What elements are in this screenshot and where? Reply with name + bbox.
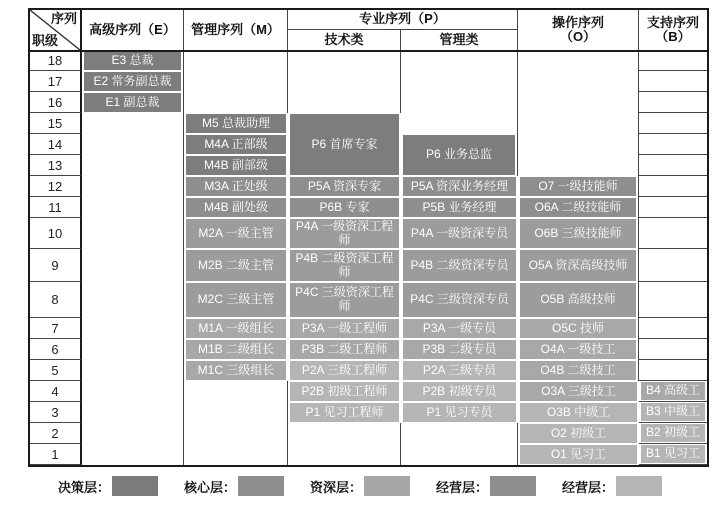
grade-cell-container [518,444,639,465]
grade-cell-container [184,249,288,282]
grade-cell-o3b: O3B 中级工 [520,403,637,422]
grade-cell-o4b: O4B 二级技工 [520,361,636,380]
grade-cell-container [401,381,518,402]
grade-cell-e3: E3 总裁 [84,51,181,70]
empty-cell [518,71,639,92]
grade-cell-o7: O7 一级技能师 [520,177,636,196]
grade-cell-container [288,339,401,360]
empty-cell [288,444,401,465]
empty-cell [401,71,518,92]
grade-cell-container [518,318,639,339]
grade-cell-container [401,218,518,249]
empty-cell [639,197,707,218]
grade-cell-m4b: M4B 副处级 [186,198,286,217]
level-cell-16: 16 [30,92,82,113]
level-cell-8: 8 [30,282,82,318]
level-cell-5: 5 [30,360,82,381]
grade-cell-o6a: O6A 二级技能师 [520,198,636,217]
grade-cell-container [288,249,401,282]
grade-cell-container [401,402,518,423]
legend-item-2 [310,476,410,496]
corner-label-level: 职级 [32,32,59,48]
legend-label: 核心层： [183,479,236,495]
empty-cell [82,282,184,318]
empty-cell [401,423,518,444]
grade-cell-p3b: P3B 二级专员 [403,340,516,359]
grade-cell-container [288,360,401,381]
grade-cell-o5a: O5A 资深高级技师 [520,250,636,281]
empty-cell [82,134,184,155]
grade-cell-container [184,360,288,381]
grade-cell-p4a: P4A 一级资深专员 [403,219,516,248]
grade-cell-m2b: M2B 二级主管 [186,250,286,281]
grade-cell-p6: P6 首席专家 [290,114,399,175]
empty-cell [639,134,707,155]
empty-cell [639,249,707,282]
empty-cell [518,134,639,155]
grade-cell-p4b: P4B 二级资深专员 [403,250,516,281]
empty-cell [82,381,184,402]
grade-cell-p3a: P3A 一级专员 [403,319,516,338]
grade-cell-container [518,339,639,360]
legend-swatch [364,476,410,496]
grade-cell-container [518,360,639,381]
legend-swatch [112,476,158,496]
grade-cell-m1c: M1C 三级组长 [186,361,286,380]
grade-cell-p5b: P5B 业务经理 [403,198,516,217]
header-support-sequence: 支持序列 （B） [646,14,699,44]
corner-label-sequence: 序列 [50,11,77,26]
grade-cell-container [288,282,401,318]
header-mgmt-class: 管理类 [401,30,518,50]
header-tech-class: 技术类 [288,30,401,50]
grade-cell-container [184,197,288,218]
grade-cell-container [401,360,518,381]
grade-cell-container [184,176,288,197]
grade-cell-o1: O1 见习工 [520,445,637,464]
empty-cell [82,155,184,176]
empty-cell [82,176,184,197]
empty-cell [184,402,288,423]
header-bottom-rule [30,50,707,52]
grade-cell-container [288,197,401,218]
grade-cell-container [288,381,401,402]
legend-item-3 [436,476,536,496]
grade-cell-o3a: O3A 三级技工 [520,382,637,401]
empty-cell [639,155,707,176]
level-cell-10: 10 [30,218,82,249]
legend-swatch [616,476,662,496]
grade-cell-container [288,318,401,339]
grade-cell-m2a: M2A 一级主管 [186,219,286,248]
grade-cell-container [288,176,401,197]
grade-cell-b3: B3 中级工 [641,403,705,421]
level-cell-14: 14 [30,134,82,155]
grade-cell-m1b: M1B 二级组长 [186,340,286,359]
grade-cell-p4c: P4C 三级资深工程师 [290,283,399,317]
empty-cell [82,444,184,465]
grade-cell-e1: E1 副总裁 [84,93,181,112]
grade-cell-p2b: P2B 初级专员 [403,382,516,401]
grade-cell-container [639,423,707,444]
header-professional-sequence: 专业序列（P） [288,10,518,30]
level-cell-6: 6 [30,339,82,360]
grade-cell-p1: P1 见习专员 [403,403,516,422]
grade-cell-p1: P1 见习工程师 [290,403,399,422]
legend-label: 经营层： [562,479,615,495]
header-corner [30,10,82,50]
level-cell-4: 4 [30,381,82,402]
empty-cell [82,402,184,423]
empty-cell [82,360,184,381]
empty-cell [288,423,401,444]
empty-cell [184,381,288,402]
grade-cell-container [401,282,518,318]
grade-cell-e2: E2 常务副总裁 [84,72,181,91]
grade-cell-o6b: O6B 三级技能师 [520,219,636,248]
empty-cell [639,360,707,381]
grade-cell-container [518,282,639,318]
header-operation-sequence: 操作序列 （O） [518,10,639,50]
empty-cell [639,218,707,249]
grade-cell-container [184,218,288,249]
empty-cell [184,92,288,113]
grade-cell-container [518,176,639,197]
empty-cell [82,339,184,360]
grade-cell-container [184,155,288,176]
grade-cell-container [518,381,639,402]
grade-cell-container [82,92,184,113]
level-cell-7: 7 [30,318,82,339]
grade-cell-container [288,218,401,249]
grade-cell-m1a: M1A 一级组长 [186,319,286,338]
level-cell-9: 9 [30,249,82,282]
grade-cell-p4b: P4B 二级资深工程师 [290,250,399,281]
grade-cell-p5a: P5A 资深专家 [290,177,399,196]
empty-cell [518,113,639,134]
grade-cell-container [518,218,639,249]
empty-cell [184,71,288,92]
empty-cell [639,339,707,360]
legend [0,476,720,496]
empty-cell [401,444,518,465]
empty-cell [401,50,518,71]
grade-cell-p4c: P4C 三级资深专员 [403,283,516,317]
legend-item-1 [184,476,284,496]
grade-cell-p6b: P6B 专家 [290,198,399,217]
level-cell-3: 3 [30,402,82,423]
grade-cell-container [184,339,288,360]
empty-cell [639,92,707,113]
grade-cell-container [639,444,707,465]
grade-cell-container [288,113,401,176]
empty-cell [82,113,184,134]
empty-cell [639,71,707,92]
legend-label: 决策层： [57,479,110,495]
grade-cell-m4a: M4A 正部级 [186,135,286,154]
grade-cell-m5: M5 总裁助理 [186,114,286,133]
empty-cell [401,113,518,134]
legend-item-0 [58,476,158,496]
grade-cell-container [401,197,518,218]
grade-cell-p3b: P3B 二级工程师 [290,340,399,359]
empty-cell [288,50,401,71]
grade-cell-container [639,381,707,402]
grade-cell-m3a: M3A 正处级 [186,177,286,196]
empty-cell [82,197,184,218]
empty-cell [518,92,639,113]
empty-cell [639,318,707,339]
grade-cell-container [184,113,288,134]
grade-cell-m4b: M4B 副部级 [186,156,286,175]
empty-cell [639,282,707,318]
grade-cell-container [82,71,184,92]
empty-cell [184,444,288,465]
legend-swatch [490,476,536,496]
legend-label: 资深层： [309,479,362,495]
empty-cell [82,318,184,339]
grade-cell-b4: B4 高级工 [641,382,705,400]
empty-cell [184,50,288,71]
grade-cell-b2: B2 初级工 [641,424,705,442]
grade-cell-container [184,134,288,155]
grade-cell-container [288,402,401,423]
grade-cell-container [401,318,518,339]
grade-cell-p2a: P2A 三级工程师 [290,361,399,380]
grade-cell-o5c: O5C 技师 [520,319,636,338]
empty-cell [639,50,707,71]
level-cell-18: 18 [30,50,82,71]
level-cell-17: 17 [30,71,82,92]
grade-cell-container [82,50,184,71]
empty-cell [639,113,707,134]
grade-cell-container [401,176,518,197]
grade-cell-container [518,423,639,444]
level-cell-15: 15 [30,113,82,134]
header-senior-sequence: 高级序列（E） [82,10,184,50]
grade-cell-p2a: P2A 三级专员 [403,361,516,380]
grade-cell-container [401,249,518,282]
grade-cell-o4a: O4A 一级技工 [520,340,636,359]
empty-cell [82,249,184,282]
grade-cell-container [184,282,288,318]
empty-cell [518,155,639,176]
empty-cell [82,423,184,444]
grade-cell-p5a: P5A 资深业务经理 [403,177,516,196]
empty-cell [401,92,518,113]
level-cell-12: 12 [30,176,82,197]
level-cell-1: 1 [30,444,82,465]
grade-cell-p6: P6 业务总监 [403,135,515,175]
empty-cell [184,423,288,444]
grade-cell-m2c: M2C 三级主管 [186,283,286,317]
empty-cell [82,218,184,249]
grade-cell-p3a: P3A 一级工程师 [290,319,399,338]
empty-cell [288,92,401,113]
legend-label: 经营层： [436,479,489,495]
grade-cell-o5b: O5B 高级技师 [520,283,636,317]
level-cell-11: 11 [30,197,82,218]
grade-cell-container [639,402,707,423]
header-management-sequence: 管理序列（M） [184,10,288,50]
grade-cell-container [184,318,288,339]
grade-cell-container [401,339,518,360]
grade-cell-o2: O2 初级工 [520,424,637,443]
legend-swatch [238,476,284,496]
legend-item-4 [562,476,662,496]
grade-sequence-table [28,8,709,467]
grade-cell-container [518,402,639,423]
empty-cell [518,50,639,71]
grade-cell-container [518,197,639,218]
empty-cell [288,71,401,92]
level-cell-2: 2 [30,423,82,444]
level-cell-13: 13 [30,155,82,176]
grade-cell-b1: B1 见习工 [641,445,705,463]
grade-cell-container [518,249,639,282]
grade-cell-p2b: P2B 初级工程师 [290,382,399,401]
grade-cell-container [401,134,518,176]
grade-cell-p4a: P4A 一级资深工程师 [290,219,399,248]
empty-cell [639,176,707,197]
